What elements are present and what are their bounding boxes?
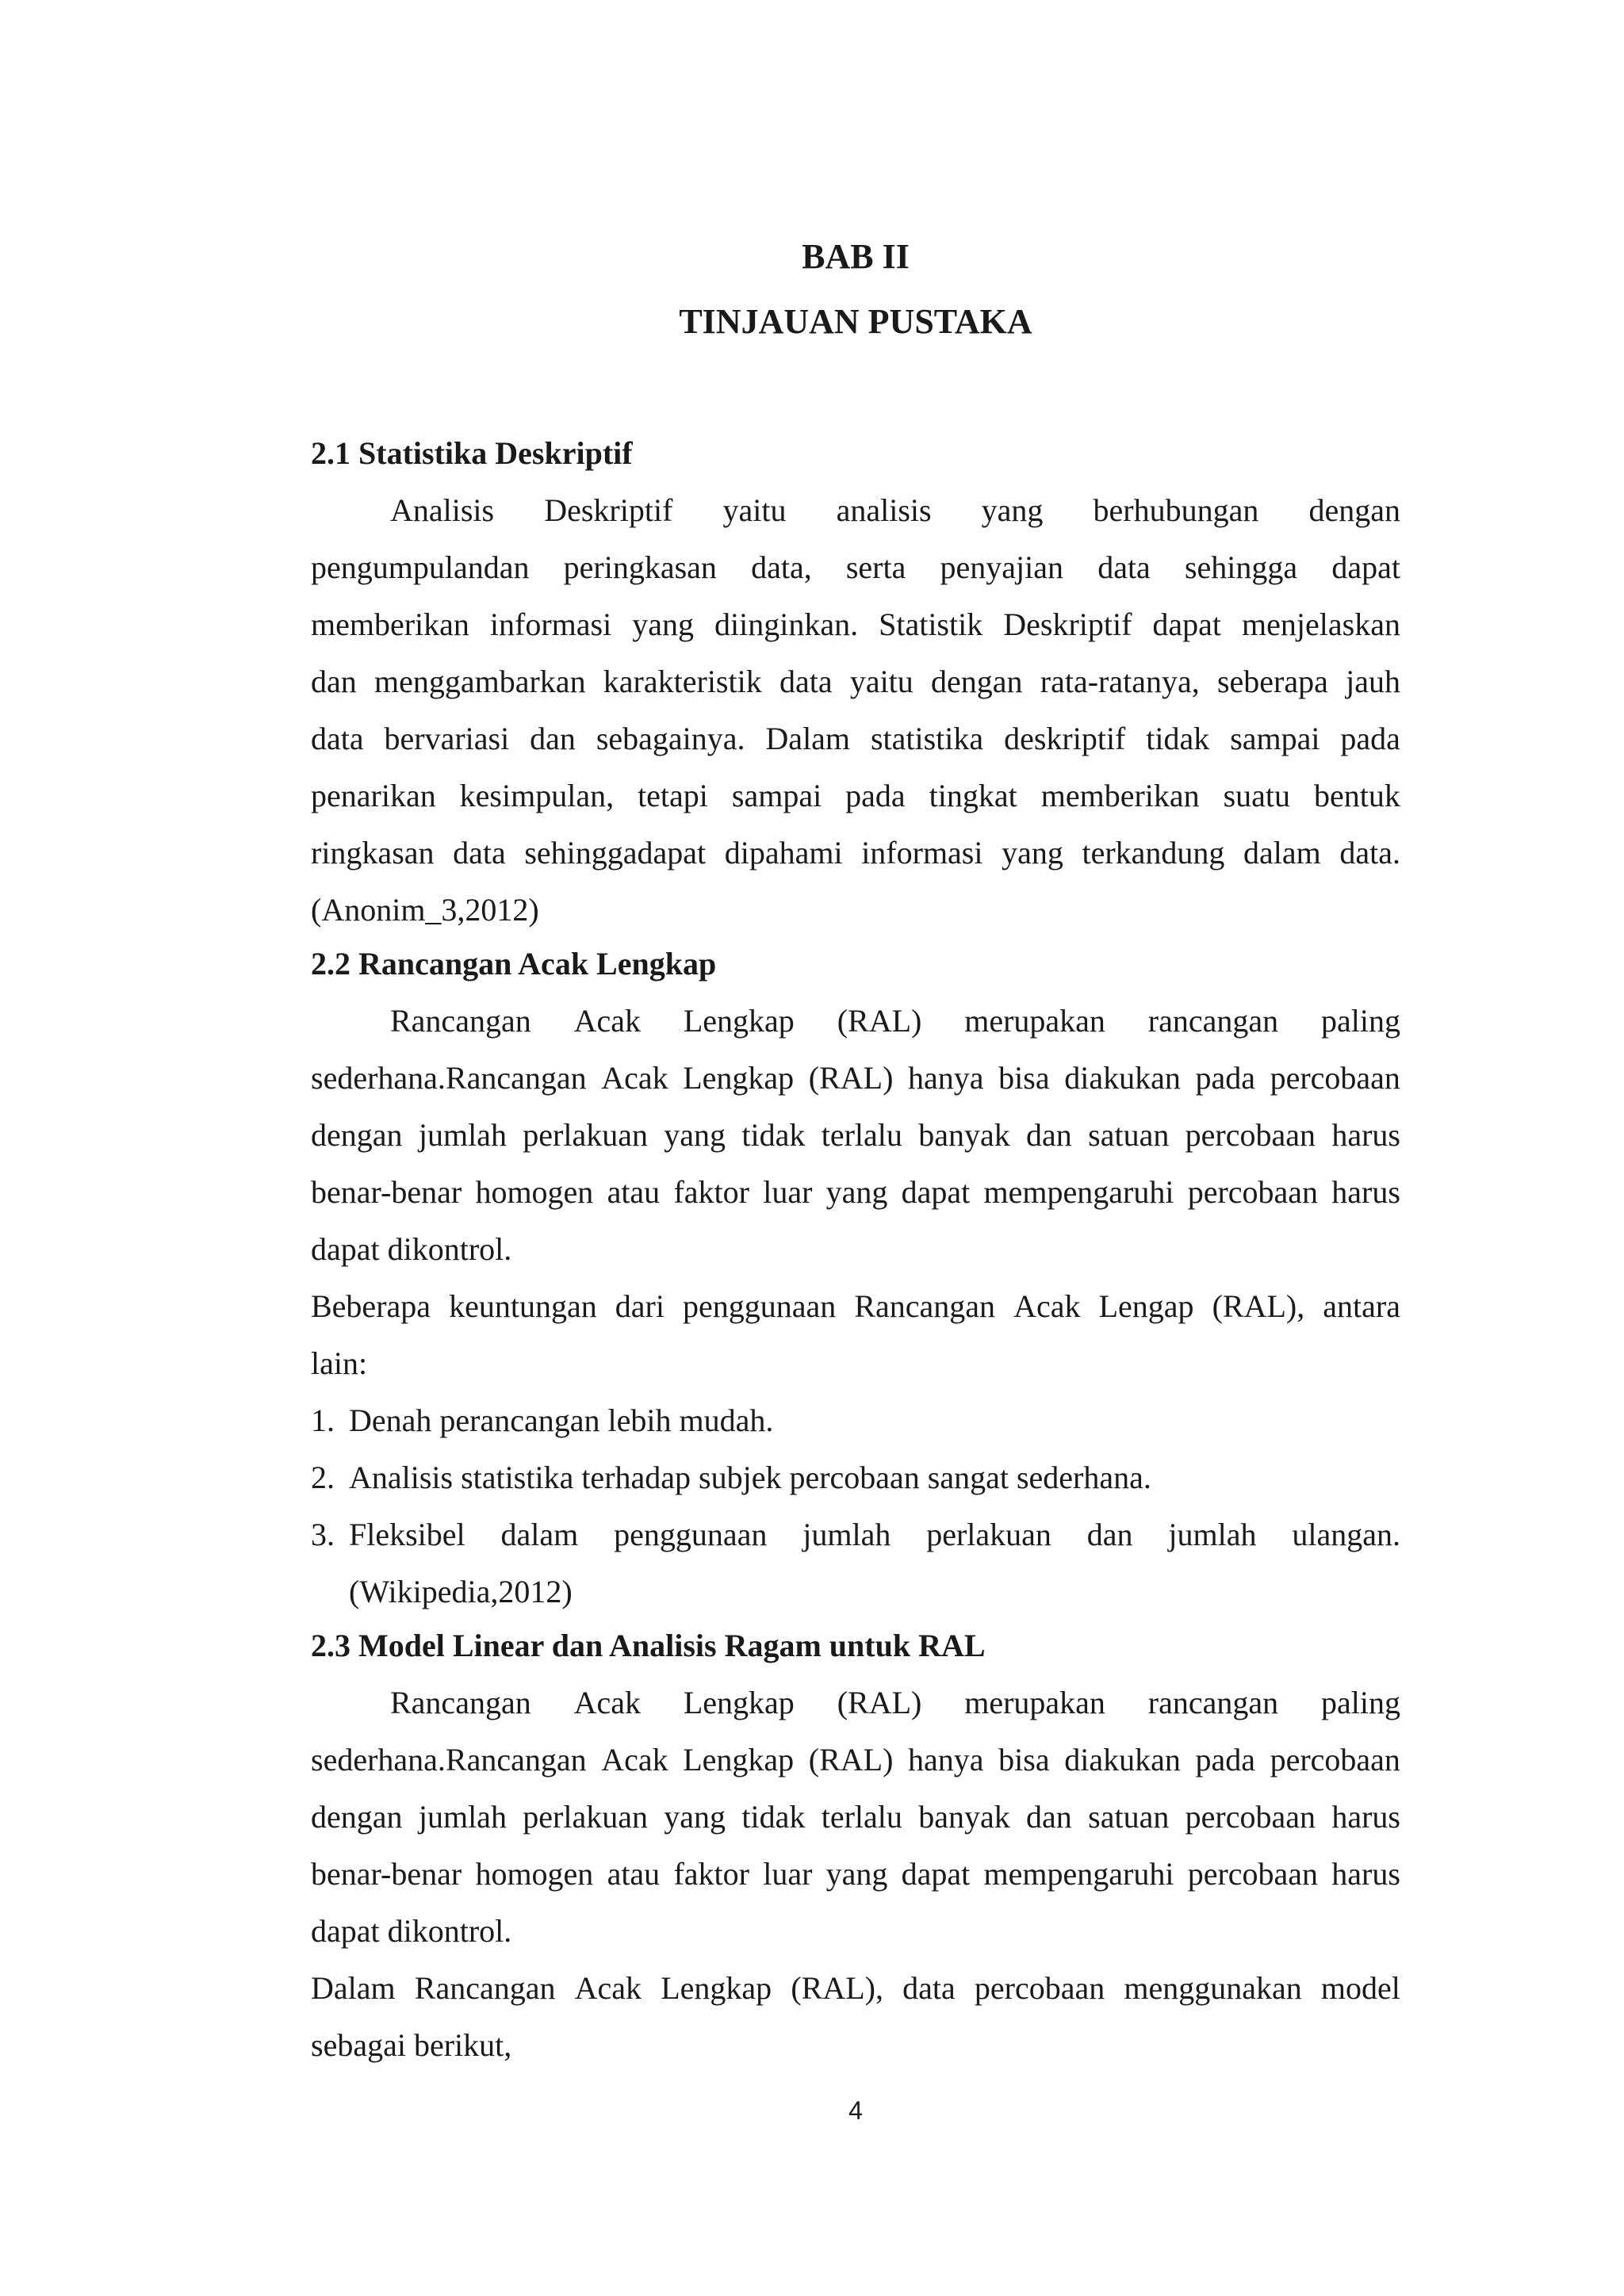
- document-page: [311, 0, 1400, 2296]
- paragraph-line: penarikan kesimpulan, tetapi sampai pada tingkat memberikan suatu bentuk: [311, 778, 1400, 813]
- paragraph-line: sebagai berikut,: [311, 2027, 512, 2063]
- paragraph-line: Rancangan Acak Lengkap (RAL) merupakan rancangan paling: [390, 1003, 1400, 1039]
- paragraph-line: ringkasan data sehinggadapat dipahami informasi yang terkandung dalam data.: [311, 835, 1400, 871]
- paragraph-line: pengumpulandan peringkasan data, serta penyajian data sehingga dapat: [311, 549, 1400, 585]
- list-text: Denah perancangan lebih mudah.: [349, 1402, 774, 1438]
- list-item: [311, 1519, 1400, 1551]
- paragraph-line: sederhana.Rancangan Acak Lengkap (RAL) hanya bisa diakukan pada percobaan: [311, 1060, 1400, 1096]
- paragraph-line: dapat dikontrol.: [311, 1231, 512, 1267]
- chapter-title: TINJAUAN PUSTAKA: [679, 302, 1032, 341]
- paragraph-line: lain:: [311, 1345, 368, 1381]
- paragraph-line: dengan jumlah perlakuan yang tidak terlalu banyak dan satuan percobaan harus: [311, 1799, 1400, 1835]
- list-text: Analisis statistika terhadap subjek percobaan sangat sederhana.: [349, 1460, 1151, 1495]
- list-item: [311, 1462, 1400, 1494]
- paragraph-line: benar-benar homogen atau faktor luar yang dapat mempengaruhi percobaan harus: [311, 1856, 1400, 1892]
- paragraph-line: sederhana.Rancangan Acak Lengkap (RAL) hanya bisa diakukan pada percobaan: [311, 1742, 1400, 1777]
- paragraph-line: Beberapa keuntungan dari penggunaan Rancangan Acak Lengap (RAL), antara: [311, 1288, 1400, 1324]
- paragraph-line: benar-benar homogen atau faktor luar yang dapat mempengaruhi percobaan harus: [311, 1174, 1400, 1210]
- paragraph-line: dan menggambarkan karakteristik data yaitu dengan rata-ratanya, seberapa jauh: [311, 664, 1400, 699]
- section-heading-2-2: 2.2 Rancangan Acak Lengkap: [311, 946, 717, 982]
- paragraph-line: data bervariasi dan sebagainya. Dalam statistika deskriptif tidak sampai pada: [311, 721, 1400, 756]
- section-heading-2-1: 2.1 Statistika Deskriptif: [311, 435, 633, 471]
- paragraph-line: Analisis Deskriptif yaitu analisis yang berhubungan dengan: [390, 492, 1400, 528]
- paragraph-line: dapat dikontrol.: [311, 1913, 512, 1949]
- paragraph-line: memberikan informasi yang diinginkan. Statistik Deskriptif dapat menjelaskan: [311, 607, 1400, 642]
- paragraph-line: dengan jumlah perlakuan yang tidak terlalu banyak dan satuan percobaan harus: [311, 1117, 1400, 1153]
- list-text: Fleksibel dalam penggunaan jumlah perlakuan dan jumlah ulangan.: [349, 1517, 1400, 1552]
- list-number: 2.: [311, 1460, 335, 1495]
- page-number: 4: [848, 2096, 863, 2125]
- section-heading-2-3: 2.3 Model Linear dan Analisis Ragam untuk RAL: [311, 1628, 986, 1663]
- list-item: [311, 1402, 1400, 1438]
- paragraph-line: Dalam Rancangan Acak Lengkap (RAL), data percobaan menggunakan model: [311, 1970, 1400, 2006]
- list-item-continuation: (Wikipedia,2012): [349, 1574, 573, 1609]
- list-number: 1.: [311, 1402, 335, 1438]
- citation-line: (Anonim_3,2012): [311, 892, 539, 928]
- list-number: 3.: [311, 1517, 335, 1552]
- chapter-number: BAB II: [802, 237, 910, 276]
- paragraph-line: Rancangan Acak Lengkap (RAL) merupakan rancangan paling: [390, 1685, 1400, 1720]
